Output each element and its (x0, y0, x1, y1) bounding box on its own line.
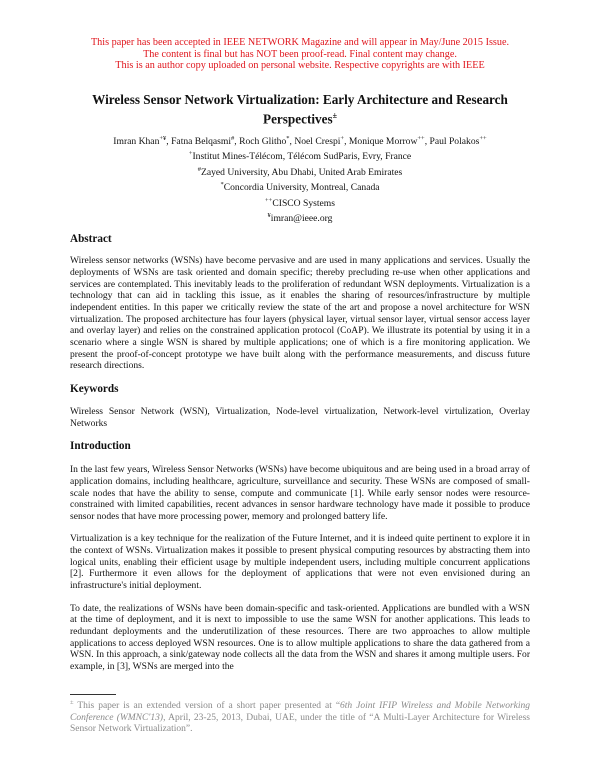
intro-paragraph: In the last few years, Wireless Sensor Networks (WSNs) have become ubiquitous and are being used in a broad array of application domains, including healthcare, agriculture, surveillance and security. These WSNs are composed of small-scale nodes that have the ability to sense, compute and communicate [1]. While early sensor nodes were resource-constrained with limited capabilities, recent advances in sensor hardware technology have made it possible to produce sensor nodes that have more processing power, memory and prolonged battery life. (70, 464, 530, 522)
title-line-2: Perspectives (263, 111, 333, 127)
notice-line-1: This paper has been accepted in IEEE NETWORK Magazine and will appear in May/June 2015 Issue. (90, 37, 510, 48)
contact-email: ¥imran@ieee.org (267, 211, 333, 225)
notice-line-2: The content is final but has NOT been proof-read. Final content may change. (143, 48, 457, 60)
title-line-1: Wireless Sensor Network Virtualization: Early Architecture and Research (92, 91, 508, 107)
affiliation: *Concordia University, Montreal, Canada (220, 181, 380, 194)
footnote: ± This paper is an extended version of a short paper presented at “6th Joint IFIP Wireless and Mobile Networking Conference (WMNC'13), April, 23-25, 2013, Dubai, UAE, under the title of “A Multi-Layer Architecture for Wireless Sensor Network Virtualization”. (70, 699, 530, 735)
author: Noel Crespi+, (294, 135, 349, 148)
notice-line-3: This is an author copy uploaded on personal website. Respective copyrights are with IEEE (115, 60, 485, 72)
affiliation-list (70, 148, 530, 225)
intro-paragraph: To date, the realizations of WSNs have been domain-specific and task-oriented. Applications are bundled with a WSN at the time of deployment, and it is next to impossible to use the same WSN for another applications. This leads to redundant deployments and the underutilization of these resources. There are two approaches to allow multiple applications to access deployed WSN resources. One is to allow multiple applications to share the data gathered from a WSN. In this approach, a sink/gateway node collects all the data from the WSN and shares it among multiple users. For example, in [3], WSNs are merged into the (70, 602, 530, 673)
intro-paragraph: Virtualization is a key technique for the realization of the Future Internet, and it is indeed quite pertinent to explore it in the context of WSNs. Virtualization makes it possible to present physical computing resources by abstracting them into logical units, enabling their efficient usage by multiple independent users, including multiple concurrent applications [2]. Furthermore it even allows for the deployment of applications that were not even envisioned during an infrastructure's initial deployment. (70, 533, 530, 592)
abstract-text: Wireless sensor networks (WSNs) have become pervasive and are used in many applications and services. Usually the deployments of WSNs are task oriented and domain specific; thereby precluding re-use when other applications and services are contemplated. This inevitably leads to the proliferation of redundant WSN deployments. Virtualization is a technology that can aid in tackling this issue, as it enables the sharing of resources/infrastructure by multiple independent entities. In this paper we critically review the state of the art and propose a novel architecture for WSN virtualization. The proposed architecture has four layers (physical layer, virtual sensor layer, virtual sensor access layer and overlay layer) and relies on the constrained application protocol (CoAP). We illustrate its potential by using it in a scenario where a single WSN is shared by multiple applications; one of which is a fire monitoring application. We present the proof-of-concept prototype we have built along with the performance measurements, and discuss future research directions. (70, 255, 530, 372)
footnote-mark: ± (70, 699, 74, 706)
publication-notice (70, 0, 530, 72)
author: Fatna Belqasmi#, (171, 135, 240, 148)
keywords-heading: Keywords (70, 382, 119, 395)
affiliation: #Zayed University, Abu Dhabi, United Arab Emirates (197, 165, 403, 178)
author-list (70, 133, 530, 148)
author: Monique Morrow++, (348, 135, 430, 148)
keywords-text: Wireless Sensor Network (WSN), Virtualization, Node-level virtualization, Network-level virtulization, Overlay Networks (70, 405, 530, 429)
author: Roch Glitho*, (239, 135, 295, 148)
abstract-heading: Abstract (70, 233, 112, 246)
author: Imran Khan+¥, (113, 135, 172, 148)
footnote-divider (70, 694, 116, 695)
author: Paul Polakos++ (429, 135, 487, 148)
introduction-heading: Introduction (70, 440, 131, 453)
paper-title (70, 92, 530, 127)
title-footnote-mark: ± (332, 110, 337, 120)
affiliation: ++CISCO Systems (265, 196, 335, 209)
affiliation: +Institut Mines-Télécom, Télécom SudParis, Evry, France (188, 150, 412, 163)
footnote-venue: 6th Joint IFIP Wireless and Mobile Networking Conference (WMNC'13) (70, 701, 530, 723)
